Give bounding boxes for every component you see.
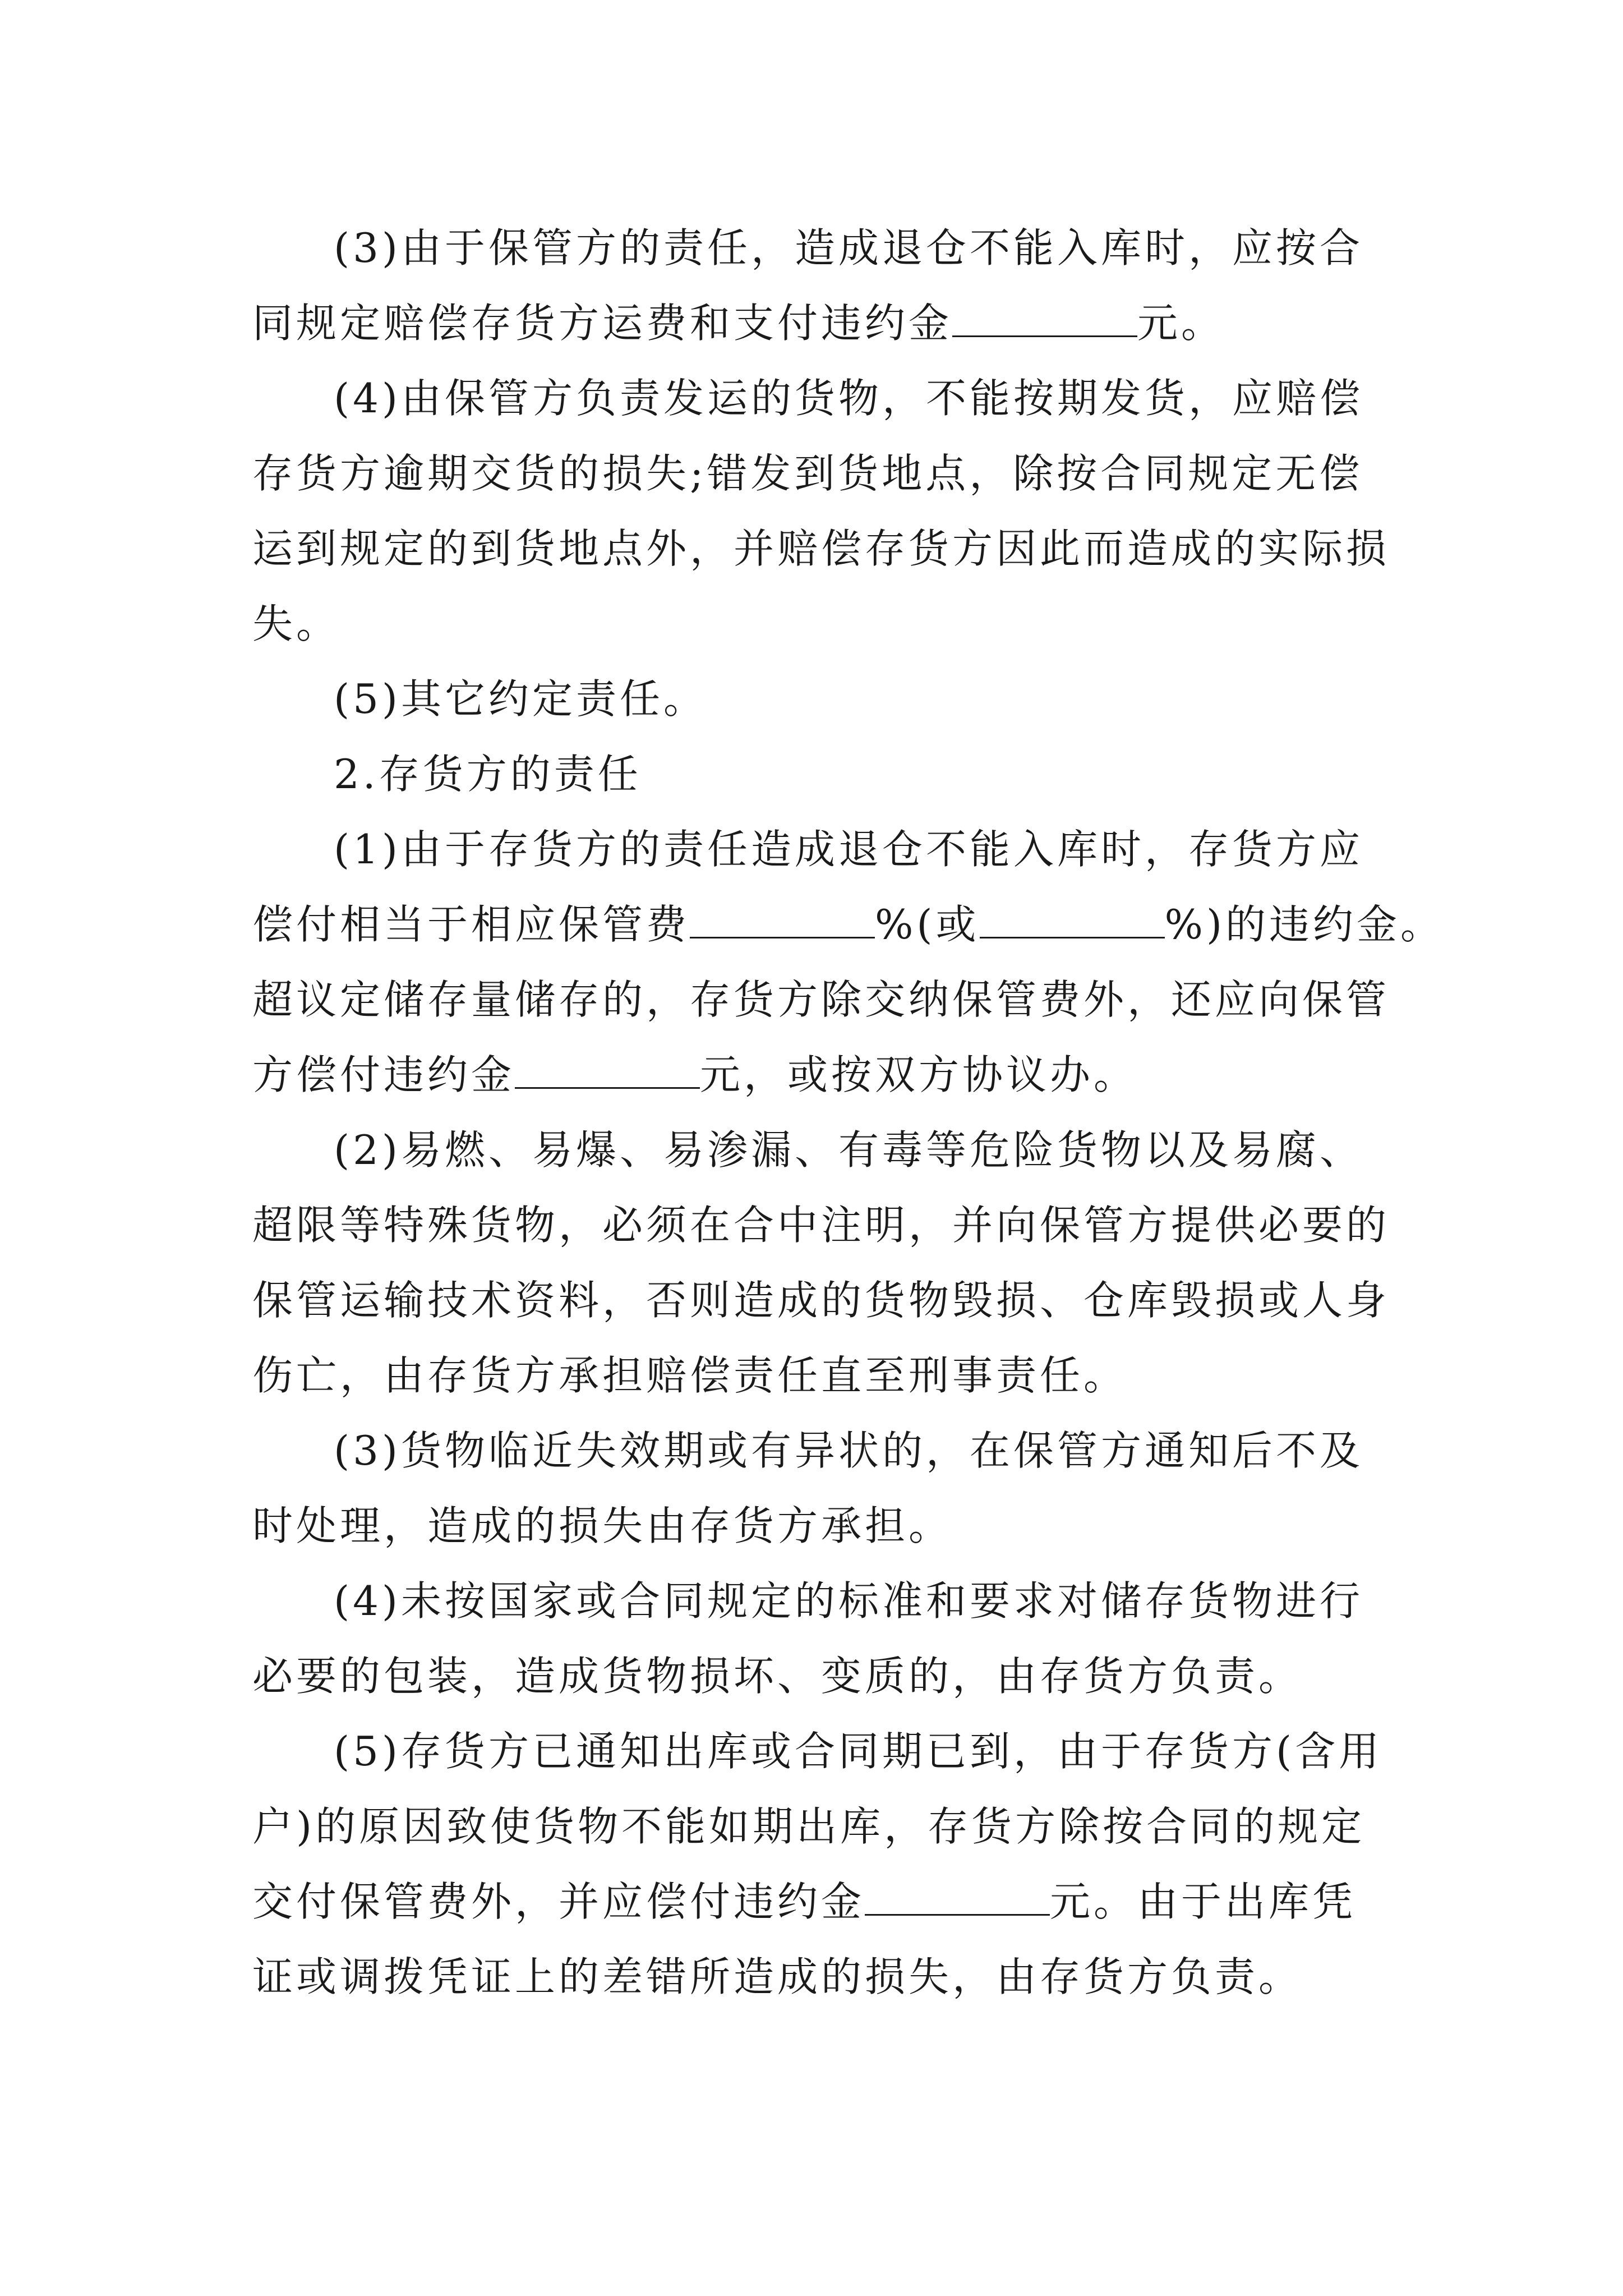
fill-in-blank — [952, 302, 1137, 337]
text-segment: 运到规定的到货地点外，并赔偿存货方因此而造成的实际损 — [252, 525, 1390, 572]
text-segment: 同规定赔偿存货方运费和支付违约金 — [252, 300, 953, 347]
text-line — [252, 210, 1396, 286]
paragraph — [252, 737, 1396, 812]
text-line — [252, 436, 1396, 511]
text-line — [252, 1413, 1396, 1488]
text-line — [252, 1488, 1396, 1563]
text-segment: 超限等特殊货物，必须在合中注明，并向保管方提供必要的 — [252, 1202, 1390, 1249]
text-segment: 失。 — [252, 600, 340, 647]
text-segment: 保管运输技术资料，否则造成的货物毁损、仓库毁损或人身 — [252, 1277, 1390, 1324]
text-segment: 证或调拨凭证上的差错所造成的损失，由存货方负责。 — [252, 1953, 1303, 2000]
fill-in-blank — [690, 903, 875, 938]
text-line — [252, 1188, 1396, 1263]
text-segment: 元，或按双方协议办。 — [700, 1051, 1138, 1098]
text-segment: %(或 — [875, 901, 980, 948]
text-line — [252, 1789, 1396, 1864]
fill-in-blank — [865, 1880, 1050, 1916]
paragraph — [252, 1112, 1396, 1413]
text-segment: 偿付相当于相应保管费 — [252, 901, 690, 948]
text-line — [252, 1639, 1396, 1714]
text-line — [252, 737, 1396, 812]
text-segment: (2)易燃、易爆、易渗漏、有毒等危险货物以及易腐、 — [334, 1126, 1363, 1174]
text-line — [252, 1263, 1396, 1338]
text-line — [252, 661, 1396, 737]
text-segment: %)的违约金。 — [1164, 901, 1445, 948]
text-segment: 交付保管费外，并应偿付违约金 — [252, 1878, 865, 1925]
text-segment: 必要的包装，造成货物损坏、变质的，由存货方负责。 — [252, 1653, 1303, 1700]
text-segment: 元。由于出库凭 — [1050, 1878, 1357, 1925]
text-segment: (5)其它约定责任。 — [334, 675, 707, 723]
text-segment: (1)由于存货方的责任造成退仓不能入库时，存货方应 — [334, 826, 1363, 873]
text-segment: 户)的原因致使货物不能如期出库，存货方除按合同的规定 — [252, 1803, 1366, 1850]
text-segment: 存货方逾期交货的损失;错发到货地点，除按合同规定无偿 — [252, 450, 1363, 497]
text-line — [252, 1037, 1396, 1112]
text-line — [252, 1563, 1396, 1639]
text-line — [252, 286, 1396, 361]
text-line — [252, 812, 1396, 887]
text-line — [252, 361, 1396, 436]
text-segment: 2.存货方的责任 — [334, 751, 642, 798]
text-segment: 时处理，造成的损失由存货方承担。 — [252, 1502, 953, 1549]
text-line — [252, 887, 1445, 962]
paragraph — [252, 661, 1396, 737]
fill-in-blank — [515, 1053, 700, 1089]
text-segment: (4)由保管方负责发运的货物，不能按期发货，应赔偿 — [334, 375, 1363, 422]
paragraph — [252, 1413, 1396, 1563]
text-line — [252, 1864, 1396, 1939]
paragraph — [252, 361, 1396, 661]
text-segment: 元。 — [1137, 300, 1225, 347]
text-segment: (3)货物临近失效期或有异状的，在保管方通知后不及 — [334, 1427, 1363, 1474]
paragraph — [252, 210, 1396, 361]
text-segment: (4)未按国家或合同规定的标准和要求对储存货物进行 — [334, 1577, 1363, 1625]
document-body — [252, 210, 1445, 2014]
fill-in-blank — [980, 903, 1165, 938]
text-line — [252, 511, 1396, 586]
text-line — [252, 586, 1396, 661]
paragraph — [252, 812, 1445, 1112]
text-line — [252, 1338, 1396, 1413]
text-segment: 方偿付违约金 — [252, 1051, 515, 1098]
text-line — [252, 962, 1396, 1037]
text-line — [252, 1112, 1396, 1188]
text-line — [252, 1714, 1396, 1789]
text-segment: 伤亡，由存货方承担赔偿责任直至刑事责任。 — [252, 1352, 1128, 1399]
paragraph — [252, 1563, 1396, 1714]
text-segment: (5)存货方已通知出库或合同期已到，由于存货方(含用 — [334, 1728, 1383, 1775]
text-segment: (3)由于保管方的责任，造成退仓不能入库时，应按合 — [334, 224, 1363, 272]
text-line — [252, 1939, 1396, 2014]
text-segment: 超议定储存量储存的，存货方除交纳保管费外，还应向保管 — [252, 976, 1390, 1023]
paragraph — [252, 1714, 1396, 2014]
